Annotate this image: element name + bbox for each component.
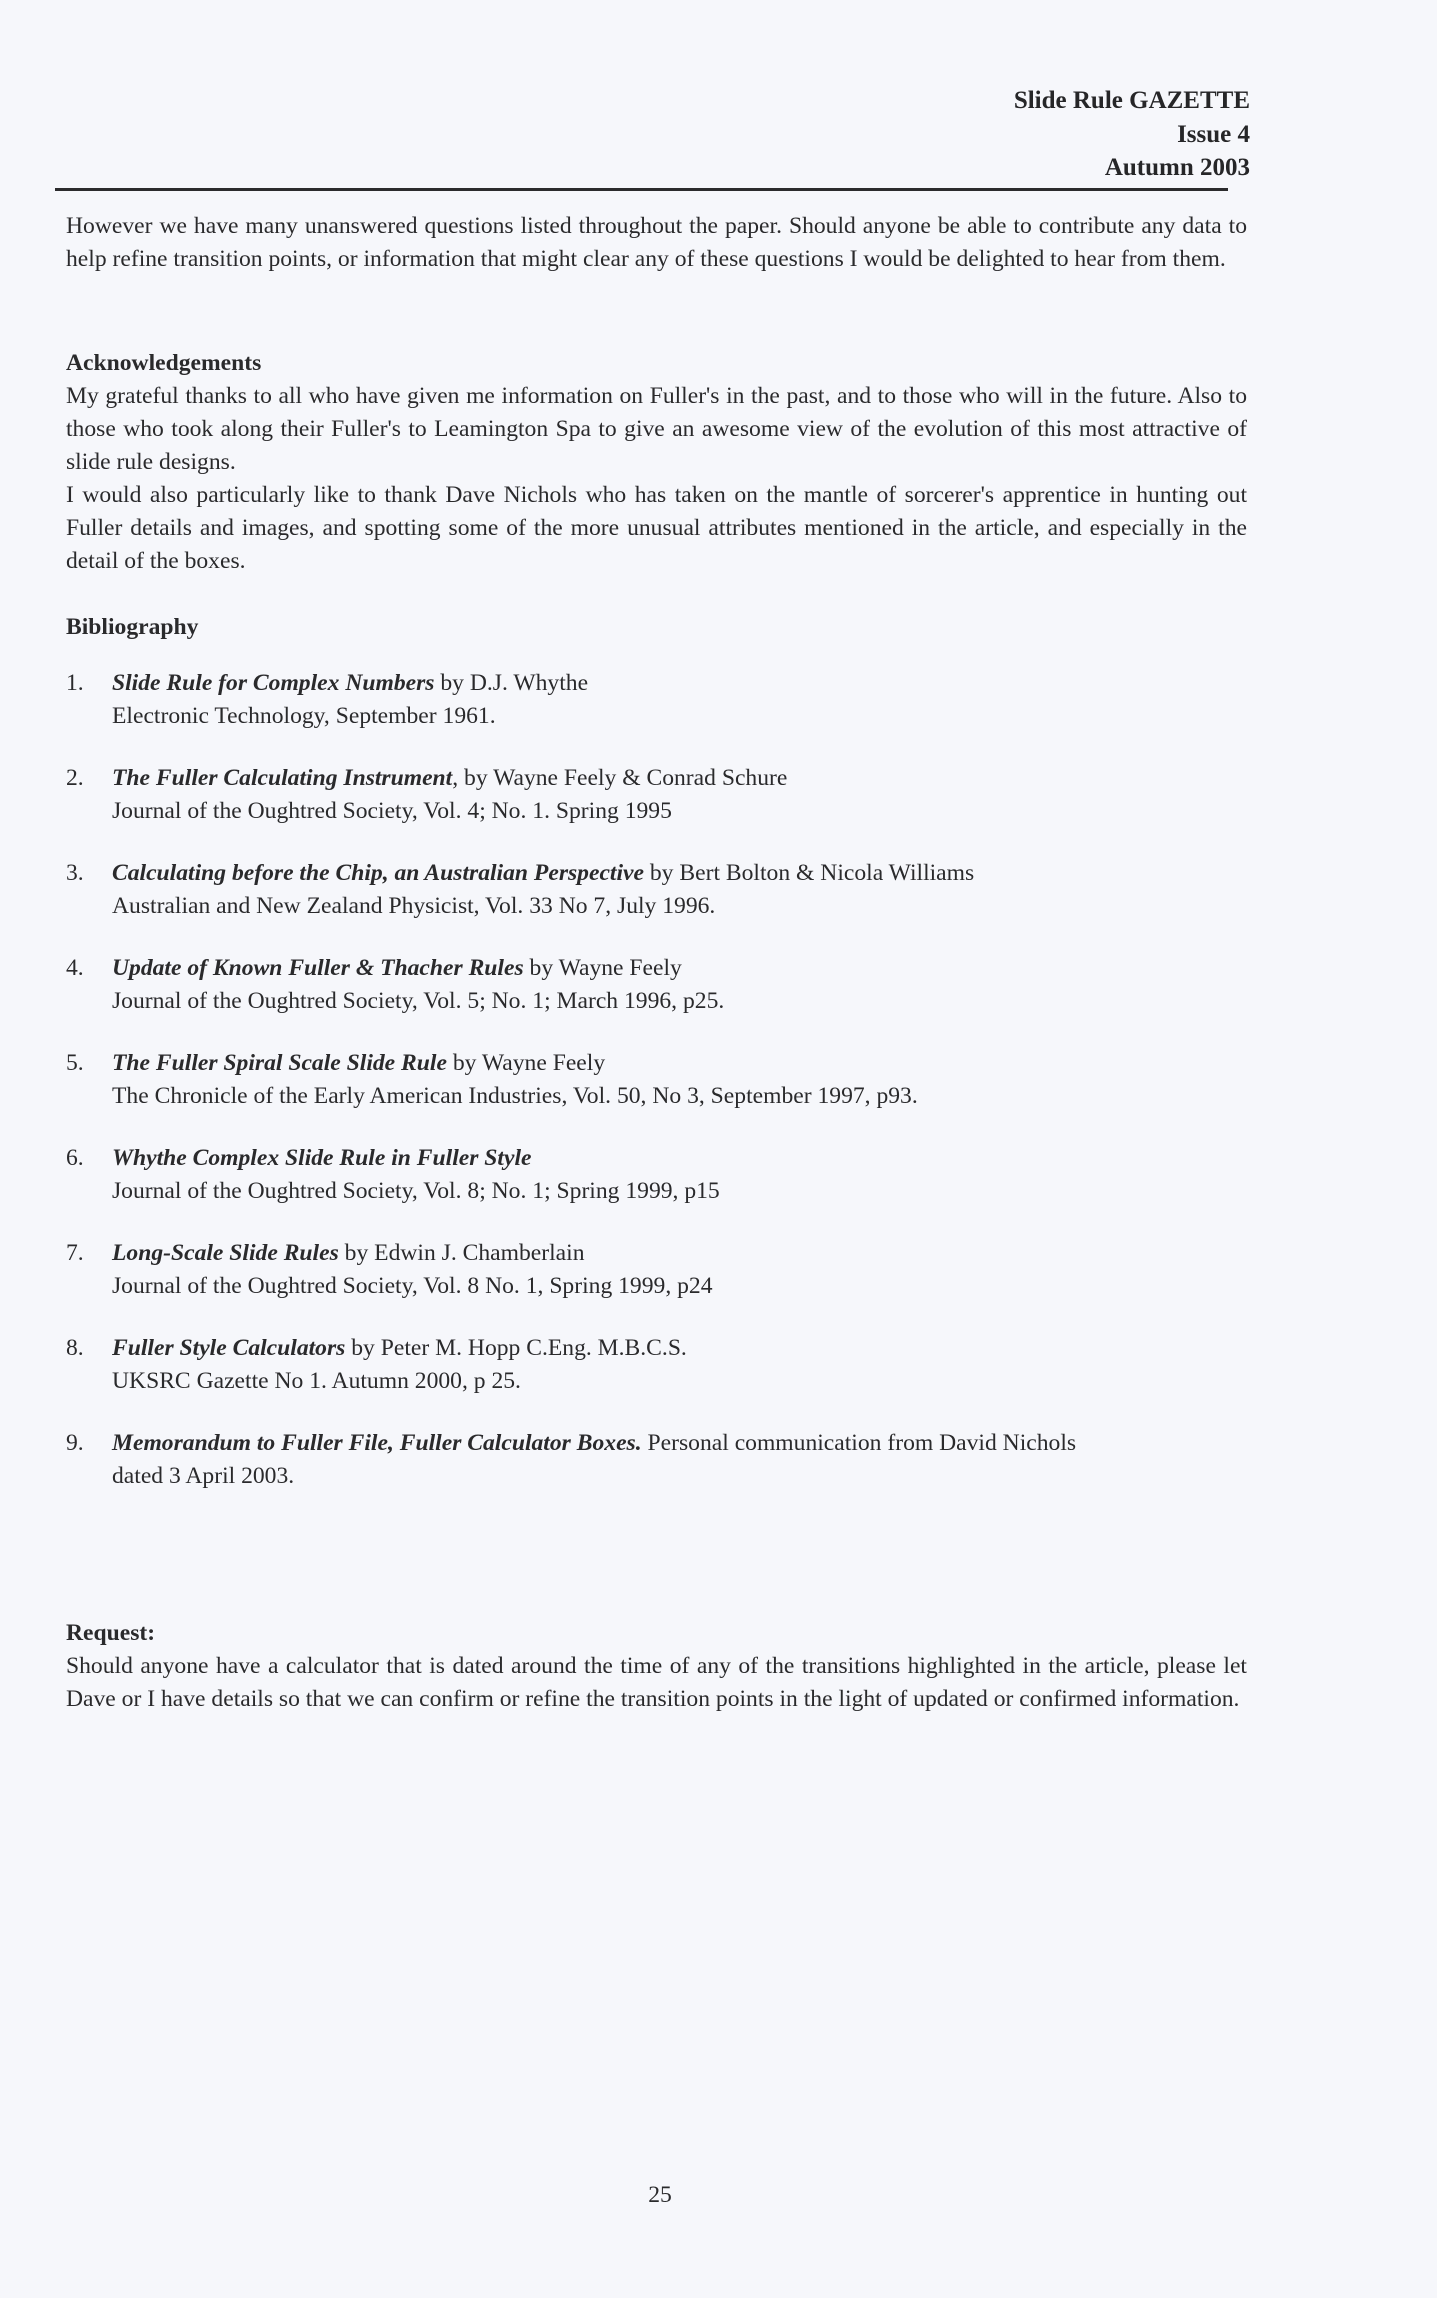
- bibliography-item-source: The Chronicle of the Early American Industries, Vol. 50, No 3, September 1997, p93.: [112, 1083, 918, 1109]
- bibliography-item-body: [112, 1142, 1247, 1208]
- bibliography-item-citation: [112, 857, 1247, 890]
- bibliography-item-number: 7.: [66, 1240, 84, 1266]
- bibliography-item-number: 9.: [66, 1430, 84, 1456]
- bibliography-item-body: [112, 762, 1247, 828]
- bibliography-item-number: 2.: [66, 765, 84, 791]
- bibliography-item-citation: [112, 667, 1247, 700]
- bibliography-item-title: The Fuller Spiral Scale Slide Rule: [112, 1050, 447, 1076]
- bibliography-item-citation: [112, 1237, 1247, 1270]
- bibliography-item-citation: [112, 1142, 1247, 1175]
- acknowledgements-heading: Acknowledgements: [66, 350, 262, 376]
- bibliography-item-title: Long-Scale Slide Rules: [112, 1240, 339, 1266]
- thanks-paragraph: I would also particularly like to thank Dave Nichols who has taken on the mantle of sorcerer's apprentice in hunting out Fuller details and images, and spotting some of the more unusual attributes mentioned in the article, and especially in the detail of the boxes.: [66, 482, 1247, 574]
- bibliography-item-citation: [112, 1332, 1247, 1365]
- request-heading: Request:: [66, 1620, 156, 1646]
- header-rule: [55, 188, 1228, 191]
- issue-season: Autumn 2003: [1104, 154, 1250, 181]
- bibliography-item-source: Journal of the Oughtred Society, Vol. 8 No. 1, Spring 1999, p24: [112, 1273, 713, 1299]
- bibliography-item-authors: by Edwin J. Chamberlain: [338, 1240, 585, 1266]
- bibliography-item-authors: by Wayne Feely: [523, 955, 682, 981]
- bibliography-item-source: UKSRC Gazette No 1. Autumn 2000, p 25.: [112, 1368, 521, 1394]
- issue-number: Issue 4: [1177, 120, 1250, 148]
- bibliography-item-authors: by Peter M. Hopp C.Eng. M.B.C.S.: [345, 1335, 687, 1361]
- publication-title: Slide Rule GAZETTE: [1013, 87, 1250, 114]
- bibliography-item-body: [112, 1237, 1247, 1303]
- bibliography-item-source: Electronic Technology, September 1961.: [112, 703, 496, 729]
- bibliography-item-number: 6.: [66, 1145, 84, 1171]
- bibliography-item-authors: by D.J. Whythe: [434, 670, 589, 696]
- bibliography-item-authors: Personal communication from David Nichols: [641, 1430, 1077, 1456]
- bibliography-item-number: 4.: [66, 955, 84, 981]
- bibliography-item-source: Journal of the Oughtred Society, Vol. 4; No. 1. Spring 1995: [112, 798, 672, 824]
- bibliography-item-citation: [112, 952, 1247, 985]
- bibliography-item-title: Memorandum to Fuller File, Fuller Calculator Boxes.: [112, 1430, 642, 1456]
- page-header: [1014, 84, 1250, 185]
- bibliography-item-citation: [112, 762, 1247, 795]
- bibliography-item-authors: by Bert Bolton & Nicola Williams: [643, 860, 975, 886]
- bibliography-item-title: Slide Rule for Complex Numbers: [112, 670, 435, 696]
- bibliography-item-number: 3.: [66, 860, 84, 886]
- bibliography-item-number: 5.: [66, 1050, 84, 1076]
- bibliography-item-title: Calculating before the Chip, an Australian Perspective: [112, 860, 644, 886]
- bibliography-item-citation: [112, 1427, 1247, 1460]
- bibliography-item-body: [112, 1047, 1247, 1113]
- bibliography-item-source: Journal of the Oughtred Society, Vol. 5; No. 1; March 1996, p25.: [112, 988, 725, 1014]
- bibliography-item-title: Update of Known Fuller & Thacher Rules: [112, 955, 524, 981]
- bibliography-item-title: Fuller Style Calculators: [112, 1335, 346, 1361]
- bibliography-item-body: [112, 952, 1247, 1018]
- bibliography-item-number: 1.: [66, 670, 84, 696]
- bibliography-item-body: [112, 667, 1247, 733]
- bibliography-item-body: [112, 1427, 1247, 1493]
- bibliography-item-title: Whythe Complex Slide Rule in Fuller Style: [112, 1145, 532, 1171]
- bibliography-item-title: The Fuller Calculating Instrument: [112, 765, 453, 791]
- acknowledgements-paragraph: My grateful thanks to all who have given me information on Fuller's in the past, and to those who will in the future. Also to those who took along their Fuller's to Leamington Spa to give an awesome view of the evolution of this most attractive of slide rule designs.: [66, 383, 1247, 475]
- bibliography-item-citation: [112, 1047, 1247, 1080]
- bibliography-item-number: 8.: [66, 1335, 84, 1361]
- intro-paragraph: However we have many unanswered questions listed throughout the paper. Should anyone be able to contribute any data to help refine transition points, or information that might clear any of these questions I would be delighted to hear from them.: [66, 213, 1247, 272]
- bibliography-item-body: [112, 1332, 1247, 1398]
- bibliography-item-source: Australian and New Zealand Physicist, Vol. 33 No 7, July 1996.: [112, 893, 716, 919]
- bibliography-heading: Bibliography: [66, 614, 199, 640]
- bibliography-item-authors: , by Wayne Feely & Conrad Schure: [452, 765, 788, 791]
- bibliography-item-source: dated 3 April 2003.: [112, 1463, 295, 1489]
- bibliography-item-body: [112, 857, 1247, 923]
- bibliography-item-authors: by Wayne Feely: [446, 1050, 606, 1076]
- bibliography-item-source: Journal of the Oughtred Society, Vol. 8; No. 1; Spring 1999, p15: [112, 1178, 720, 1204]
- page-number: 25: [648, 2182, 672, 2208]
- request-paragraph: Should anyone have a calculator that is dated around the time of any of the transitions highlighted in the article, please let Dave or I have details so that we can confirm or refine the transition points in the light of updated or confirmed information.: [66, 1653, 1247, 1712]
